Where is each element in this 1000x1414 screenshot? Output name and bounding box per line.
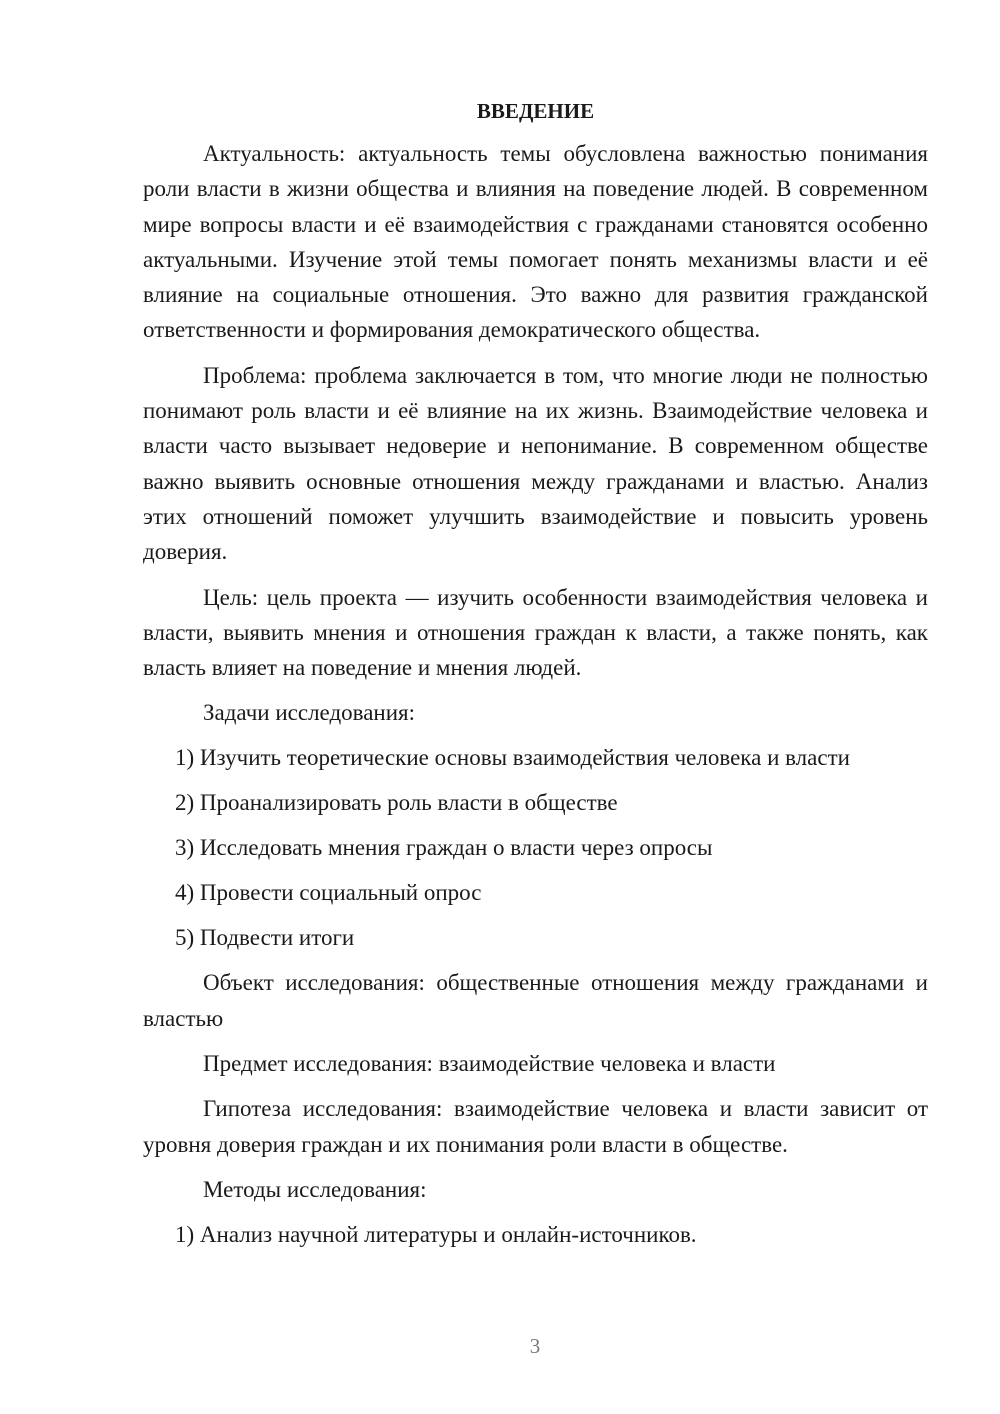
methods-heading: Методы исследования:: [203, 1176, 427, 1202]
task-item-3: 3) Исследовать мнения граждан о власти через опросы: [175, 835, 713, 861]
object-paragraph: Объект исследования: общественные отношения между гражданами и властью: [143, 970, 928, 1031]
task-item-4: 4) Провести социальный опрос: [175, 880, 482, 906]
goal-paragraph: Цель: цель проекта — изучить особенности взаимодействия человека и власти, выявить мнения и отношения граждан к власти, а также понять, как власть влияет на поведение и мнения людей.: [143, 584, 928, 681]
document-page: [143, 94, 928, 1252]
problem-paragraph: Проблема: проблема заключается в том, что многие люди не полностью понимают роль власти и её влияние на их жизнь. Взаимодействие человека и власти часто вызывает недоверие и непонимание. В современном обществе важно выявить основные отношения между гражданами и властью. Анализ этих отношений поможет улучшить взаимодействие и повысить уровень доверия.: [143, 362, 928, 565]
task-item-2: 2) Проанализировать роль власти в обществе: [175, 790, 618, 816]
tasks-heading: Задачи исследования:: [203, 700, 416, 726]
method-item-1: 1) Анализ научной литературы и онлайн-источников.: [175, 1221, 697, 1247]
subject-paragraph: Предмет исследования: взаимодействие человека и власти: [203, 1051, 776, 1077]
task-item-5: 5) Подвести итоги: [175, 925, 355, 951]
relevance-paragraph: Актуальность: актуальность темы обусловлена важностью понимания роли власти в жизни общества и влияния на поведение людей. В современном мире вопросы власти и её взаимодействия с гражданами становятся особенно актуальными. Изучение этой темы помогает понять механизмы власти и её влияние на социальные отношения. Это важно для развития гражданской ответственности и формирования демократического общества.: [143, 141, 928, 343]
page-number: 3: [529, 1334, 541, 1358]
hypothesis-paragraph: Гипотеза исследования: взаимодействие человека и власти зависит от уровня доверия граждан и их понимания роли власти в обществе.: [143, 1096, 928, 1157]
task-item-1: 1) Изучить теоретические основы взаимодействия человека и власти: [175, 745, 850, 771]
section-title: ВВЕДЕНИЕ: [476, 99, 595, 123]
